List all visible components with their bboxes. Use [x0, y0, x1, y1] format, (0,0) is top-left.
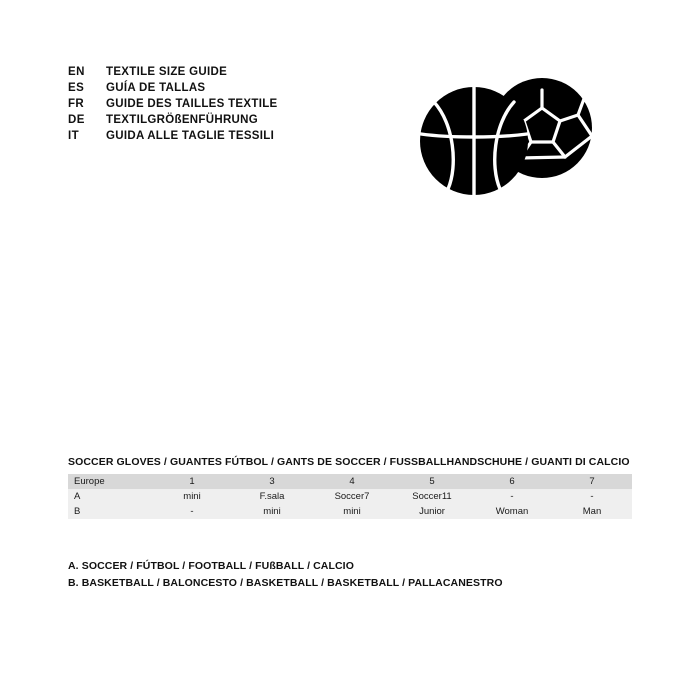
table-title: SOCCER GLOVES / GUANTES FÚTBOL / GANTS DE SOCCER / FUSSBALLHANDSCHUHE / GUANTI DI CALCIO: [68, 456, 630, 468]
language-row: [68, 128, 278, 144]
table-row-label: B: [68, 504, 152, 519]
language-title: GUIDA ALLE TAGLIE TESSILI: [106, 130, 275, 142]
table-cell: mini: [312, 504, 392, 519]
table-header-cell: 6: [472, 474, 552, 489]
language-title: GUÍA DE TALLAS: [106, 82, 206, 94]
table-row: [68, 489, 632, 504]
language-title: TEXTILGRÖßENFÜHRUNG: [106, 114, 258, 126]
table-cell: Soccer11: [392, 489, 472, 504]
table-row-label: A: [68, 489, 152, 504]
table-header-cell: 3: [232, 474, 312, 489]
table-cell: Junior: [392, 504, 472, 519]
table-header-cell: 7: [552, 474, 632, 489]
table-cell: mini: [152, 489, 232, 504]
table-header-cell: 5: [392, 474, 472, 489]
language-row: [68, 96, 278, 112]
language-row: [68, 112, 278, 128]
table-header-cell: 4: [312, 474, 392, 489]
table-cell: Woman: [472, 504, 552, 519]
language-code: IT: [68, 130, 80, 142]
footnote-a: A. SOCCER / FÚTBOL / FOOTBALL / FUßBALL / CALCIO: [68, 560, 354, 572]
size-table-section: [68, 456, 632, 519]
language-code: FR: [68, 98, 85, 110]
table-cell: -: [552, 489, 632, 504]
language-row: [68, 64, 278, 80]
footnotes-block: [68, 558, 668, 592]
language-title-block: [68, 64, 278, 144]
table-cell: -: [472, 489, 552, 504]
table-row: [68, 504, 632, 519]
table-cell: Man: [552, 504, 632, 519]
table-header-cell: 1: [152, 474, 232, 489]
language-code: ES: [68, 82, 85, 94]
table-header-cell: Europe: [68, 474, 152, 489]
table-cell: Soccer7: [312, 489, 392, 504]
table-cell: F.sala: [232, 489, 312, 504]
language-code: EN: [68, 66, 85, 78]
language-title: TEXTILE SIZE GUIDE: [106, 66, 228, 78]
table-cell: -: [152, 504, 232, 519]
language-code: DE: [68, 114, 85, 126]
table-header-row: [68, 474, 632, 489]
balls-illustration: [410, 74, 610, 209]
language-title: GUIDE DES TAILLES TEXTILE: [106, 98, 278, 110]
size-table: [68, 474, 632, 519]
table-cell: mini: [232, 504, 312, 519]
basketball-and-soccer-ball-icon: [410, 74, 610, 209]
footnote-b: B. BASKETBALL / BALONCESTO / BASKETBALL / BASKETBALL / PALLACANESTRO: [68, 577, 503, 589]
language-row: [68, 80, 278, 96]
